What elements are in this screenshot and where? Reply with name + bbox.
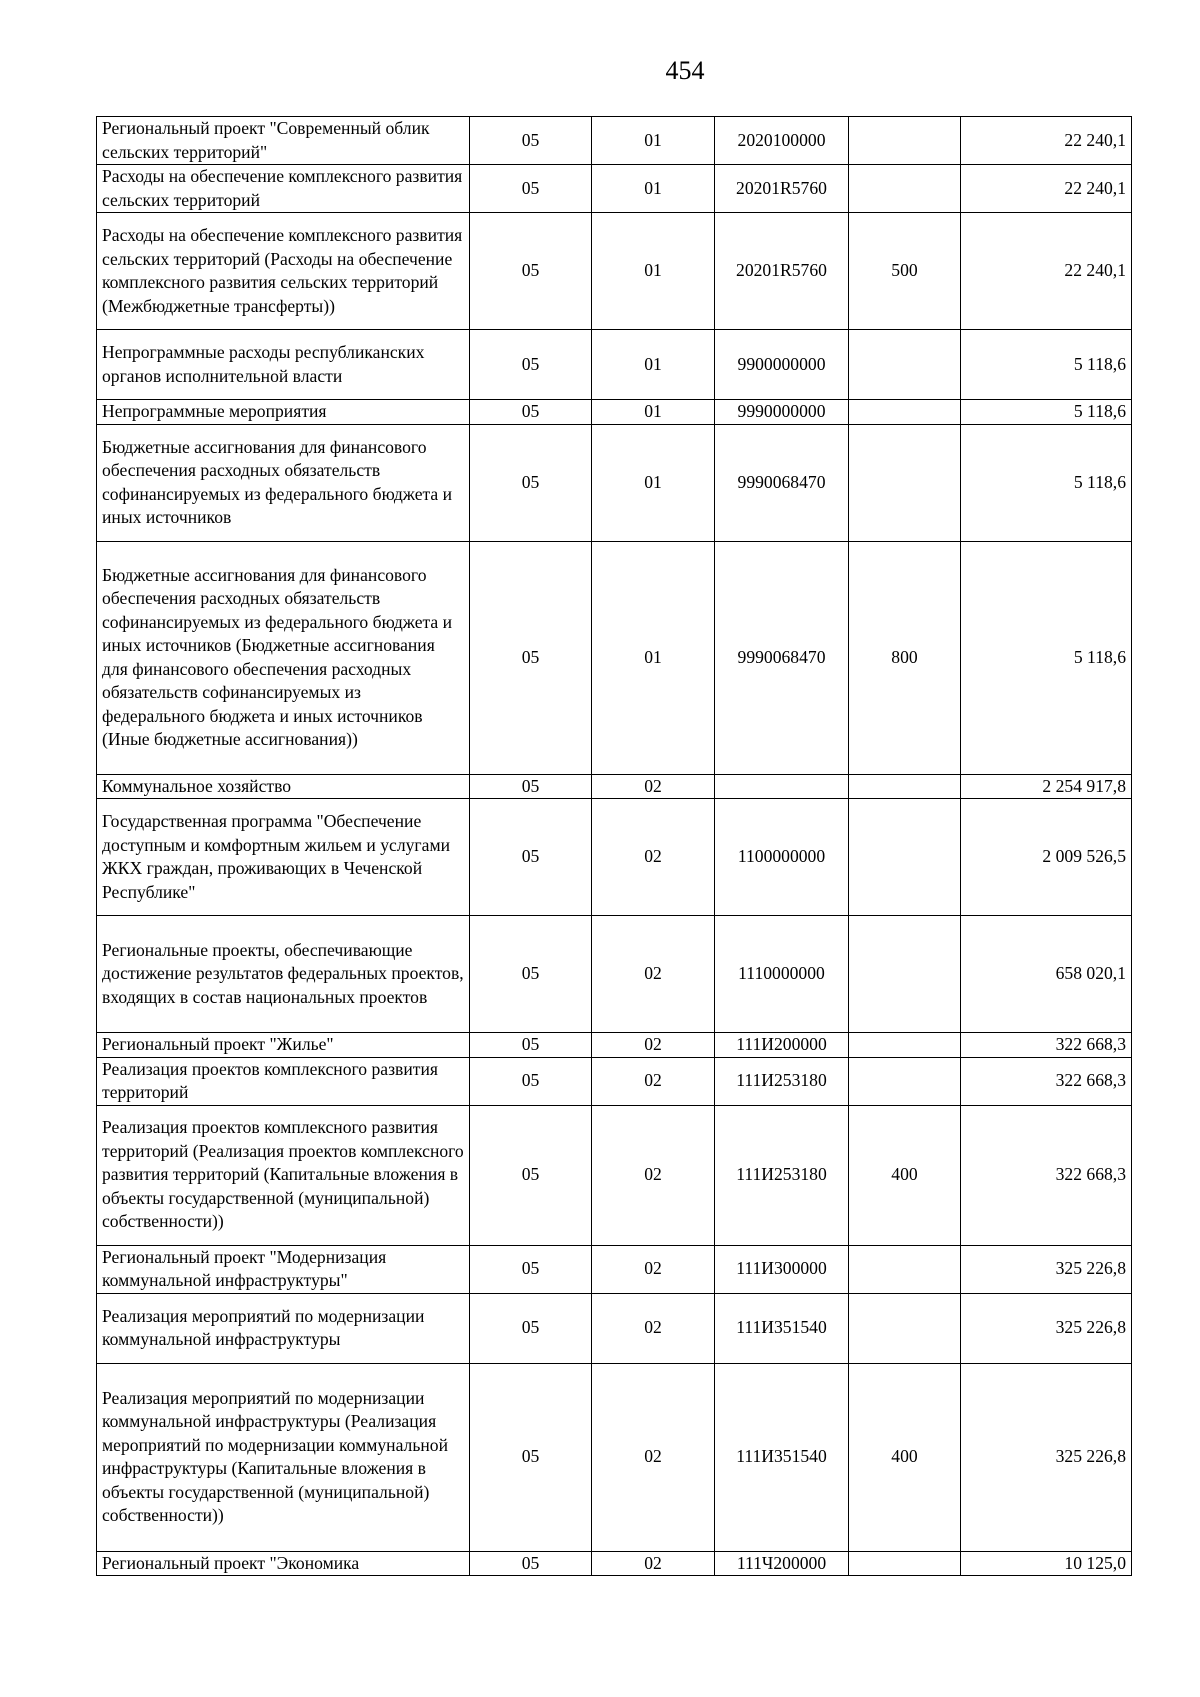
row-subsection: 02 [592,1033,715,1058]
row-target-article [715,774,849,799]
row-name: Региональный проект "Жилье" [97,1033,470,1058]
row-section: 05 [470,1033,592,1058]
row-section: 05 [470,424,592,541]
table-row [97,1033,1132,1058]
row-name: Реализация мероприятий по модернизации коммунальной инфраструктуры (Реализация мероприятий по модернизации коммунальной инфраструктуры (Капитальные вложения в объекты государственной (муниципальной) собственности)) [97,1363,470,1551]
table-row [97,1245,1132,1293]
row-name: Коммунальное хозяйство [97,774,470,799]
row-amount: 2 009 526,5 [961,799,1132,916]
table-row [97,1105,1132,1245]
row-target-article: 20201R5760 [715,213,849,330]
row-name: Непрограммные мероприятия [97,400,470,425]
row-name: Расходы на обеспечение комплексного развития сельских территорий [97,165,470,213]
row-name: Реализация проектов комплексного развития территорий [97,1057,470,1105]
row-section: 05 [470,774,592,799]
row-subsection: 02 [592,799,715,916]
row-name: Реализация мероприятий по модернизации коммунальной инфраструктуры [97,1293,470,1363]
row-name: Бюджетные ассигнования для финансового обеспечения расходных обязательств софинансируемых из федерального бюджета и иных источников (Бюджетные ассигнования для финансового обеспечения расходных обязательств софинансируемых из федерального бюджета и иных источников (Иные бюджетные ассигнования)) [97,541,470,774]
row-amount: 325 226,8 [961,1363,1132,1551]
row-amount: 10 125,0 [961,1551,1132,1576]
page-number: 454 [665,56,705,85]
row-section: 05 [470,400,592,425]
table-row [97,330,1132,400]
row-amount: 22 240,1 [961,117,1132,165]
row-section: 05 [470,1363,592,1551]
row-section: 05 [470,1105,592,1245]
table-body [97,117,1132,1576]
table-row [97,117,1132,165]
row-amount: 5 118,6 [961,541,1132,774]
row-name: Региональный проект "Экономика [97,1551,470,1576]
table-row [97,541,1132,774]
row-section: 05 [470,1245,592,1293]
table-row [97,799,1132,916]
row-target-article: 111И351540 [715,1293,849,1363]
row-amount: 5 118,6 [961,424,1132,541]
row-section: 05 [470,799,592,916]
row-target-article: 111И351540 [715,1363,849,1551]
row-expense-type [849,1245,961,1293]
row-target-article: 9990000000 [715,400,849,425]
row-target-article: 9990068470 [715,424,849,541]
row-section: 05 [470,541,592,774]
row-subsection: 02 [592,1293,715,1363]
table-row [97,213,1132,330]
row-expense-type [849,1033,961,1058]
row-expense-type [849,424,961,541]
row-expense-type [849,117,961,165]
row-section: 05 [470,213,592,330]
row-expense-type [849,1057,961,1105]
table-row [97,1293,1132,1363]
row-name: Непрограммные расходы республиканских органов исполнительной власти [97,330,470,400]
row-name: Реализация проектов комплексного развития территорий (Реализация проектов комплексного развития территорий (Капитальные вложения в объекты государственной (муниципальной) собственности)) [97,1105,470,1245]
row-expense-type [849,400,961,425]
row-expense-type [849,799,961,916]
row-expense-type [849,330,961,400]
row-amount: 5 118,6 [961,330,1132,400]
row-subsection: 02 [592,774,715,799]
row-section: 05 [470,330,592,400]
row-subsection: 01 [592,330,715,400]
budget-table [96,116,1132,1576]
row-target-article: 20201R5760 [715,165,849,213]
table-row [97,165,1132,213]
row-expense-type [849,774,961,799]
table-row [97,424,1132,541]
row-subsection: 01 [592,165,715,213]
row-subsection: 02 [592,1057,715,1105]
row-expense-type [849,1551,961,1576]
table-row [97,1057,1132,1105]
row-amount: 325 226,8 [961,1245,1132,1293]
row-target-article: 111И200000 [715,1033,849,1058]
row-subsection: 01 [592,424,715,541]
row-amount: 22 240,1 [961,213,1132,330]
row-name: Региональные проекты, обеспечивающие достижение результатов федеральных проектов, входящих в состав национальных проектов [97,916,470,1033]
row-target-article: 2020100000 [715,117,849,165]
row-target-article: 1110000000 [715,916,849,1033]
row-amount: 5 118,6 [961,400,1132,425]
row-subsection: 02 [592,1105,715,1245]
row-target-article: 111И253180 [715,1105,849,1245]
row-expense-type: 400 [849,1105,961,1245]
row-target-article: 111И253180 [715,1057,849,1105]
row-expense-type [849,916,961,1033]
row-amount: 2 254 917,8 [961,774,1132,799]
row-target-article: 111Ч200000 [715,1551,849,1576]
row-subsection: 02 [592,1245,715,1293]
row-subsection: 02 [592,916,715,1033]
row-amount: 322 668,3 [961,1105,1132,1245]
row-expense-type: 400 [849,1363,961,1551]
row-expense-type [849,165,961,213]
row-section: 05 [470,117,592,165]
table-row [97,1363,1132,1551]
row-amount: 658 020,1 [961,916,1132,1033]
row-section: 05 [470,1551,592,1576]
row-amount: 325 226,8 [961,1293,1132,1363]
row-name: Бюджетные ассигнования для финансового обеспечения расходных обязательств софинансируемых из федерального бюджета и иных источников [97,424,470,541]
row-target-article: 1100000000 [715,799,849,916]
row-subsection: 02 [592,1551,715,1576]
row-subsection: 01 [592,400,715,425]
row-amount: 322 668,3 [961,1033,1132,1058]
row-target-article: 111И300000 [715,1245,849,1293]
row-amount: 22 240,1 [961,165,1132,213]
row-subsection: 01 [592,117,715,165]
row-name: Региональный проект "Модернизация коммунальной инфраструктуры" [97,1245,470,1293]
table-row [97,916,1132,1033]
row-name: Расходы на обеспечение комплексного развития сельских территорий (Расходы на обеспечение комплексного развития сельских территорий (Межбюджетные трансферты)) [97,213,470,330]
row-expense-type: 800 [849,541,961,774]
row-subsection: 01 [592,541,715,774]
row-subsection: 01 [592,213,715,330]
row-name: Региональный проект "Современный облик сельских территорий" [97,117,470,165]
row-amount: 322 668,3 [961,1057,1132,1105]
table-row [97,774,1132,799]
table-row [97,1551,1132,1576]
row-expense-type: 500 [849,213,961,330]
row-target-article: 9900000000 [715,330,849,400]
row-section: 05 [470,1057,592,1105]
row-name: Государственная программа "Обеспечение доступным и комфортным жильем и услугами ЖКХ граждан, проживающих в Чеченской Республике" [97,799,470,916]
table-row [97,400,1132,425]
row-target-article: 9990068470 [715,541,849,774]
row-section: 05 [470,1293,592,1363]
row-expense-type [849,1293,961,1363]
row-section: 05 [470,165,592,213]
row-subsection: 02 [592,1363,715,1551]
row-section: 05 [470,916,592,1033]
